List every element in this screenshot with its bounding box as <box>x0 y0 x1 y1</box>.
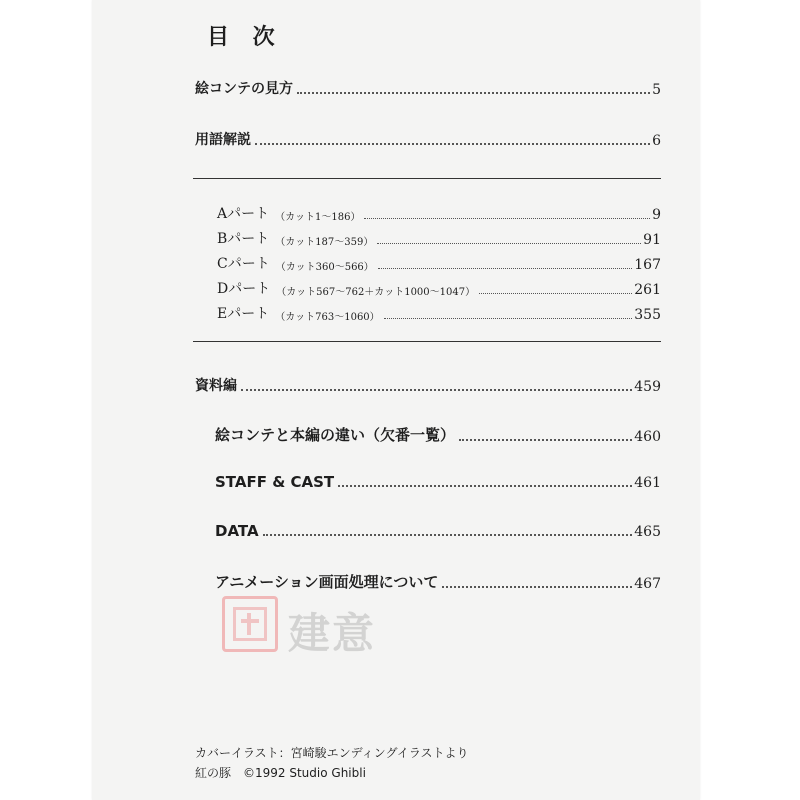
copyright-line: 紅の豚 ©1992 Studio Ghibli <box>195 766 366 780</box>
watermark-seal-icon <box>222 596 278 652</box>
toc-entry-glossary <box>195 129 661 149</box>
leader-dots <box>459 439 632 441</box>
toc-title: 目 次 <box>207 25 283 50</box>
toc-entry-label: DATA <box>215 522 259 540</box>
leader-dots <box>241 389 632 391</box>
part-page: 167 <box>634 257 661 273</box>
toc-entry-data <box>215 522 661 540</box>
leader-dots <box>364 218 650 219</box>
leader-dots <box>297 92 650 94</box>
part-label: Cパート <box>217 256 270 272</box>
leader-dots <box>384 318 633 319</box>
part-label: Bパート <box>217 231 270 247</box>
part-page: 9 <box>652 207 661 223</box>
toc-entry-label: 絵コンテと本編の違い（欠番一覧） <box>215 426 456 444</box>
part-cut-range: （カット360〜566） <box>275 262 374 273</box>
toc-entry-page: 5 <box>652 82 661 98</box>
cover-illustration-credit: カバーイラスト：宮崎駿エンディングイラストより <box>195 746 469 760</box>
part-label: Dパート <box>217 281 271 297</box>
toc-part-a <box>217 203 661 223</box>
toc-entry-page: 461 <box>634 475 661 491</box>
toc-entry-how-to-read <box>195 78 661 98</box>
watermark-text: 建意 <box>288 609 377 658</box>
toc-entry-page: 459 <box>634 379 661 395</box>
part-cut-range: （カット187〜359） <box>275 237 374 248</box>
part-page: 355 <box>634 307 661 323</box>
leader-dots <box>338 485 632 487</box>
leader-dots <box>377 243 641 244</box>
toc-entry-animation <box>215 571 661 592</box>
toc-entry-label: STAFF & CAST <box>215 473 335 491</box>
toc-entry-label: 資料編 <box>195 378 237 394</box>
toc-part-b <box>217 228 661 248</box>
part-label: Eパート <box>217 306 270 322</box>
part-label: Aパート <box>217 206 270 222</box>
toc-entry-label: 用語解説 <box>195 132 251 148</box>
divider-rule <box>193 341 661 342</box>
part-cut-range: （カット567〜762＋カット1000〜1047） <box>276 287 476 298</box>
document-page <box>92 0 700 800</box>
leader-dots <box>378 268 632 269</box>
leader-dots <box>442 586 632 588</box>
toc-entry-label: アニメーション画面処理について <box>215 573 439 591</box>
part-cut-range: （カット1〜186） <box>275 212 361 223</box>
part-cut-range: （カット763〜1060） <box>275 312 380 323</box>
toc-entry-label: 絵コンテの見方 <box>195 81 293 97</box>
divider-rule <box>193 178 661 179</box>
leader-dots <box>479 293 632 294</box>
leader-dots <box>255 143 650 145</box>
toc-entry-page: 6 <box>652 133 661 149</box>
toc-part-c <box>217 253 661 273</box>
toc-entry-materials <box>195 375 661 395</box>
toc-part-e <box>217 303 661 323</box>
toc-entry-page: 467 <box>634 576 661 592</box>
toc-entry-differences <box>215 424 661 445</box>
toc-part-d <box>217 278 661 298</box>
toc-entry-staff-cast <box>215 473 661 491</box>
part-page: 91 <box>643 232 661 248</box>
toc-entry-page: 460 <box>634 429 661 445</box>
toc-entry-page: 465 <box>634 524 661 540</box>
leader-dots <box>263 534 633 536</box>
part-page: 261 <box>634 282 661 298</box>
